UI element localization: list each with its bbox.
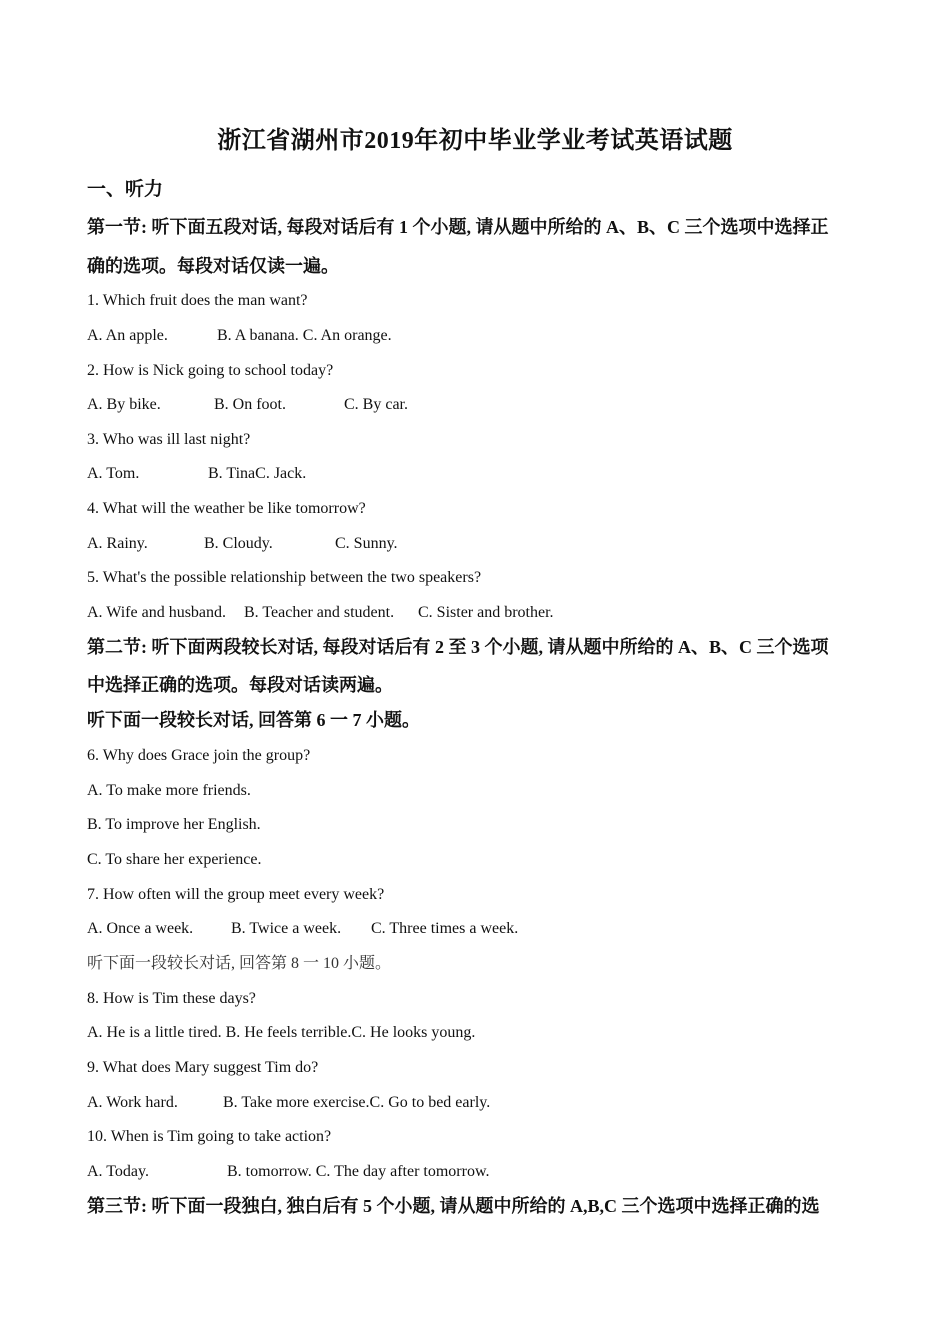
section1-instructions-line1: 第一节: 听下面五段对话, 每段对话后有 1 个小题, 请从题中所给的 A、B、C 三个选项中选择正 [87, 217, 829, 237]
section1-instructions-line2: 确的选项。每段对话仅读一遍。 [87, 256, 339, 276]
option-b: B. On foot. [214, 396, 286, 413]
question-1-options [87, 326, 877, 346]
question-6-option-b: B. To improve her English. [87, 816, 261, 833]
dialog-intro-8-10: 听下面一段较长对话, 回答第 8 一 10 小题。 [87, 955, 392, 972]
question-2: 2. How is Nick going to school today? [87, 362, 334, 379]
option-b: B. Twice a week. [231, 920, 342, 937]
option-a: A. Once a week. [87, 920, 194, 937]
part-heading-listening: 一、听力 [87, 179, 164, 200]
question-6: 6. Why does Grace join the group? [87, 747, 311, 764]
question-6-option-a: A. To make more friends. [87, 782, 251, 799]
section2-instructions-line2: 中选择正确的选项。每段对话读两遍。 [87, 675, 393, 695]
question-4-options [87, 534, 877, 554]
option-a: A. By bike. [87, 396, 161, 413]
option-a: A. An apple. [87, 327, 168, 344]
dialog-intro-6-7: 听下面一段较长对话, 回答第 6 一 7 小题。 [87, 710, 420, 730]
option-a: A. Wife and husband. [87, 604, 227, 621]
option-c: C. Three times a week. [371, 920, 519, 937]
question-10-options [87, 1162, 877, 1182]
question-8: 8. How is Tim these days? [87, 990, 256, 1007]
question-9-options [87, 1093, 877, 1113]
question-10: 10. When is Tim going to take action? [87, 1128, 332, 1145]
question-6-option-c: C. To share her experience. [87, 851, 262, 868]
question-3-options [87, 464, 877, 484]
option-a: A. Work hard. [87, 1094, 178, 1111]
section2-instructions-line1: 第二节: 听下面两段较长对话, 每段对话后有 2 至 3 个小题, 请从题中所给的 A、B、C 三个选项 [87, 637, 829, 657]
question-4: 4. What will the weather be like tomorrow? [87, 500, 366, 517]
question-5-options [87, 603, 877, 623]
option-bc: B. Take more exercise.C. Go to bed early. [223, 1094, 491, 1111]
option-b: B. Cloudy. [204, 535, 273, 552]
page-title: 浙江省湖州市2019年初中毕业学业考试英语试题 [217, 128, 733, 154]
question-7: 7. How often will the group meet every week? [87, 886, 385, 903]
question-9: 9. What does Mary suggest Tim do? [87, 1059, 319, 1076]
option-b: B. Teacher and student. [244, 604, 395, 621]
option-bc: B. tomorrow. C. The day after tomorrow. [227, 1163, 490, 1180]
question-3: 3. Who was ill last night? [87, 431, 251, 448]
option-a: A. Rainy. [87, 535, 148, 552]
question-1: 1. Which fruit does the man want? [87, 292, 308, 309]
option-c: C. By car. [344, 396, 408, 413]
section3-instructions-line1: 第三节: 听下面一段独白, 独白后有 5 个小题, 请从题中所给的 A,B,C 三个选项中选择正确的选 [87, 1196, 820, 1216]
option-a: A. Today. [87, 1163, 149, 1180]
option-a: A. Tom. [87, 465, 140, 482]
option-bc: B. TinaC. Jack. [208, 465, 307, 482]
question-2-options [87, 395, 877, 415]
option-c: C. Sunny. [335, 535, 398, 552]
question-5: 5. What's the possible relationship between the two speakers? [87, 569, 482, 586]
question-8-options: A. He is a little tired. B. He feels terrible.C. He looks young. [87, 1024, 476, 1041]
question-7-options [87, 919, 877, 939]
option-c: C. Sister and brother. [418, 604, 554, 621]
option-bc: B. A banana. C. An orange. [217, 327, 392, 344]
